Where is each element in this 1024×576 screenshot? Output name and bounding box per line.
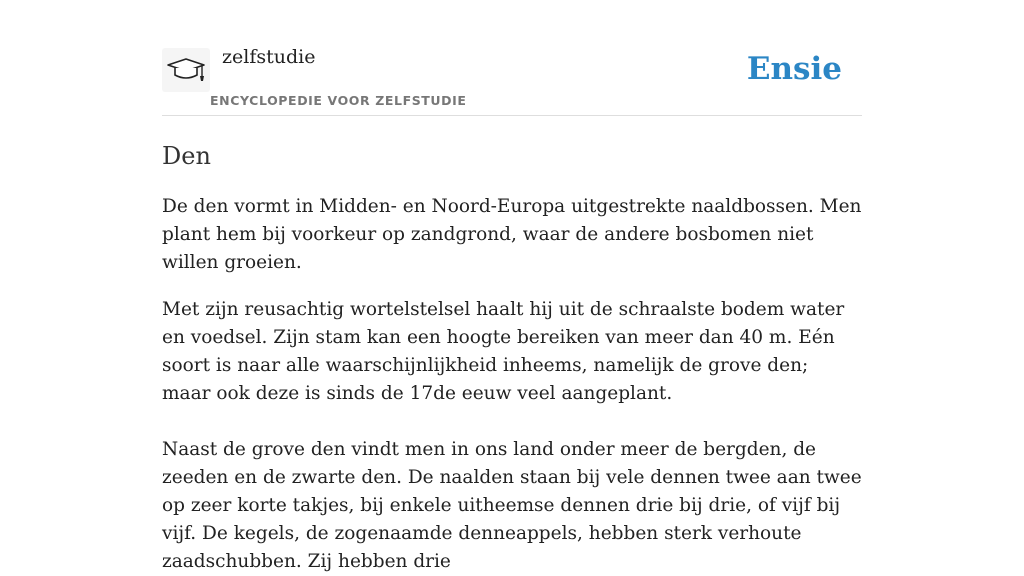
article-title: Den (162, 142, 211, 170)
page (162, 0, 862, 576)
site-name-link[interactable]: zelfstudie (222, 46, 316, 68)
article-paragraph: Naast de grove den vindt men in ons land onder meer de bergden, de zeeden en de zwarte den. De naalden staan bij vele dennen twee aan twee op zeer korte takjes, bij enkele uitheemse dennen drie bij drie, of vijf bij vijf. De kegels, de zogenaamde denneappels, hebben sterk verhoute zaadschubben. Zij hebben drie (162, 439, 862, 572)
site-header (162, 0, 862, 116)
ensie-brand-link[interactable]: Ensie (746, 51, 842, 87)
graduation-cap-icon (166, 56, 206, 84)
site-logo[interactable] (162, 48, 210, 92)
site-tagline: ENCYCLOPEDIE VOOR ZELFSTUDIE (210, 93, 467, 108)
article-paragraph: De den vormt in Midden- en Noord-Europa uitgestrekte naaldbossen. Men plant hem bij voorkeur op zandgrond, waar de andere bosbomen niet willen groeien. (162, 196, 862, 273)
article-paragraph: Met zijn reusachtig wortelstelsel haalt hij uit de schraalste bodem water en voedsel. Zijn stam kan een hoogte bereiken van meer dan 40 m. Eén soort is naar alle waarschijnlijkheid inheems, namelijk de grove den; maar ook deze is sinds de 17de eeuw veel aangeplant. (162, 299, 845, 404)
article-body (162, 193, 862, 576)
